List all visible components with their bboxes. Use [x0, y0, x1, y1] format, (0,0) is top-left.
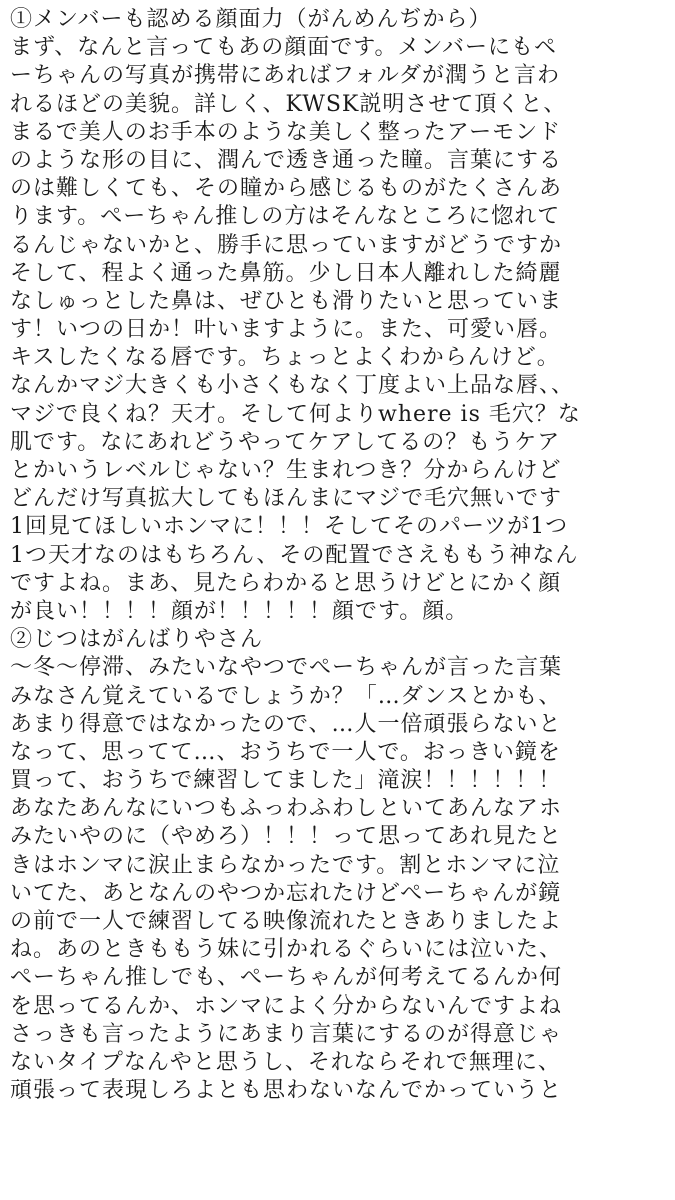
text-line: が良い！！！！顔が！！！！！顔です。顔。 — [10, 598, 469, 624]
text-line: 1つ天才なのはもちろん、その配置でさえももう神なん — [10, 542, 579, 568]
text-line: さっきも言ったようにあまり言葉にするのが得意じゃ — [10, 1021, 563, 1047]
section-heading: ②じつはがんばりやさん — [10, 627, 264, 653]
text-line: まるで美人のお手本のような美しく整ったアーモンド — [10, 119, 562, 145]
text-line: まず、なんと言ってもあの顔面です。メンバーにもペ — [10, 35, 557, 61]
text-line: を思ってるんか、ホンマによく分からないんですよね — [10, 993, 563, 1019]
text-line: ぺーちゃん推しでも、ぺーちゃんが何考えてるんか何 — [10, 965, 563, 991]
text-line: キスしたくなる唇です。ちょっとよくわからんけど。 — [10, 345, 560, 371]
text-line: ですよね。まあ、見たらわかると思うけどとにかく顔 — [10, 570, 562, 596]
text-line: そして、程よく通った鼻筋。少し日本人離れした綺麗 — [10, 260, 562, 286]
text-line: どんだけ写真拡大してもほんまにマジで毛穴無いです — [10, 486, 563, 512]
text-line: のような形の目に、潤んで透き通った瞳。言葉にする — [10, 147, 563, 173]
text-line: なしゅっとした鼻は、ぜひとも滑りたいと思っていま — [10, 288, 563, 314]
text-line: ーちゃんの写真が携帯にあればフォルダが潤うと言わ — [10, 63, 561, 89]
text-line: ないタイプなんやと思うし、それならそれで無理に、 — [10, 1049, 561, 1075]
text-line: きはホンマに涙止まらなかったです。割とホンマに泣 — [10, 852, 561, 878]
text-line: あまり得意ではなかったので、…人一倍頑張らないと — [10, 711, 562, 737]
text-line: ります。ぺーちゃん推しの方はそんなところに惚れて — [10, 204, 561, 230]
text-line: れるほどの美貌。詳しく、KWSK説明させて頂くと、 — [10, 91, 567, 117]
text-line: とかいうレベルじゃない？生まれつき？分からんけど — [10, 458, 562, 483]
text-line: なんかマジ大きくも小さくもなく丁度よい上品な唇、、 — [10, 373, 575, 399]
text-line: の前で一人で練習してる映像流れたときありましたよ — [10, 909, 563, 934]
text-line: 〜冬〜停滞、みたいなやつでぺーちゃんが言った言葉 — [10, 655, 563, 681]
text-line: マジで良くね？天才。そして何よりwhere is 毛穴？な — [10, 401, 581, 427]
section-heading: ①メンバーも認める顔面力（がんめんぢから） — [10, 7, 492, 32]
text-line: 肌です。なにあれどうやってケアしてるの？もうケア — [10, 429, 561, 455]
text-line: いてた、あとなんのやつか忘れたけどぺーちゃんが鏡 — [10, 880, 562, 906]
text-line: みなさん覚えているでしょうか？「…ダンスとかも、 — [10, 683, 562, 709]
text-line: るんじゃないかと、勝手に思っていますがどうですか — [10, 232, 563, 258]
text-line: のは難しくても、その瞳から感じるものがたくさんあ — [10, 176, 563, 202]
text-line: みたいやのに（やめろ）！！！って思ってあれ見たと — [10, 824, 563, 850]
text-line: 買って、おうちで練習してました」滝涙！！！！！！ — [10, 768, 562, 794]
text-line: す！いつの日か！叶いますように。また、可愛い唇。 — [10, 317, 563, 343]
text-line: なって、思ってて…、おうちで一人で。おっきい鏡を — [10, 739, 561, 765]
text-line: あなたあんなにいつもふっわふわしといてあんなアホ — [10, 796, 563, 822]
article-text — [10, 6, 673, 1105]
text-line: 頑張って表現しろよとも思わないなんでかっていうと — [10, 1078, 563, 1104]
text-line: ね。あのときももう妹に引かれるぐらいには泣いた、 — [10, 937, 563, 963]
text-line: 1回見てほしいホンマに！！！そしてそのパーツが1つ — [10, 514, 569, 540]
